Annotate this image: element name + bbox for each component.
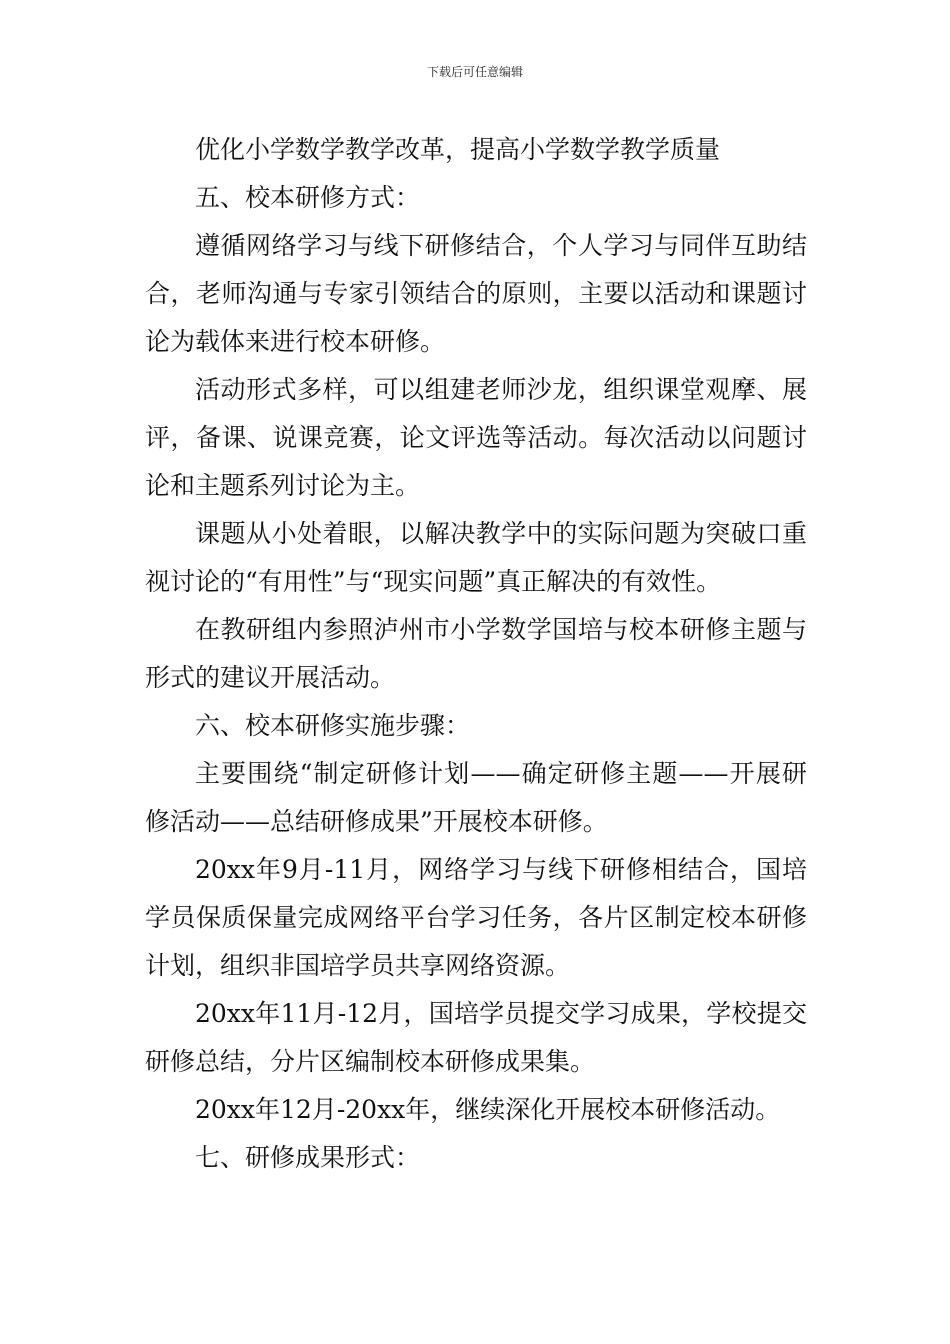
paragraph-4: 活动形式多样，可以组建老师沙龙，组织课堂观摩、展评，备课、说课竞赛，论文评选等活动。每次活动以问题讨论和主题系列讨论为主。: [145, 375, 807, 500]
section-heading-5: 五、校本研修方式：: [195, 183, 421, 212]
paragraph-5: 课题从小处着眼，以解决教学中的实际问题为突破口重视讨论的“有用性”与“现实问题”真正解决的有效性。: [145, 519, 807, 596]
paragraph-1: 优化小学数学教学改革，提高小学数学教学质量: [195, 135, 721, 164]
paragraph-11: 20xx年12月-20xx年，继续深化开展校本研修活动。: [195, 1095, 781, 1124]
paragraph-9: 20xx年9月-11月，网络学习与线下研修相结合，国培学员保质保量完成网络平台学习任务，各片区制定校本研修计划，组织非国培学员共享网络资源。: [145, 855, 807, 980]
section-heading-7: 七、研修成果形式：: [195, 1143, 421, 1172]
document-body: [145, 126, 807, 1182]
paragraph-10: 20xx年11月-12月，国培学员提交学习成果，学校提交研修总结，分片区编制校本研修成果集。: [145, 999, 807, 1076]
paragraph-8: 主要围绕“制定研修计划——确定研修主题——开展研修活动——总结研修成果”开展校本研修。: [145, 759, 807, 836]
paragraph-6: 在教研组内参照泸州市小学数学国培与校本研修主题与形式的建议开展活动。: [145, 615, 807, 692]
paragraph-3: 遵循网络学习与线下研修结合，个人学习与同伴互助结合，老师沟通与专家引领结合的原则，主要以活动和课题讨论为载体来进行校本研修。: [145, 231, 807, 356]
section-heading-6: 六、校本研修实施步骤：: [195, 711, 471, 740]
page-header: 下载后可任意编辑: [426, 65, 523, 79]
